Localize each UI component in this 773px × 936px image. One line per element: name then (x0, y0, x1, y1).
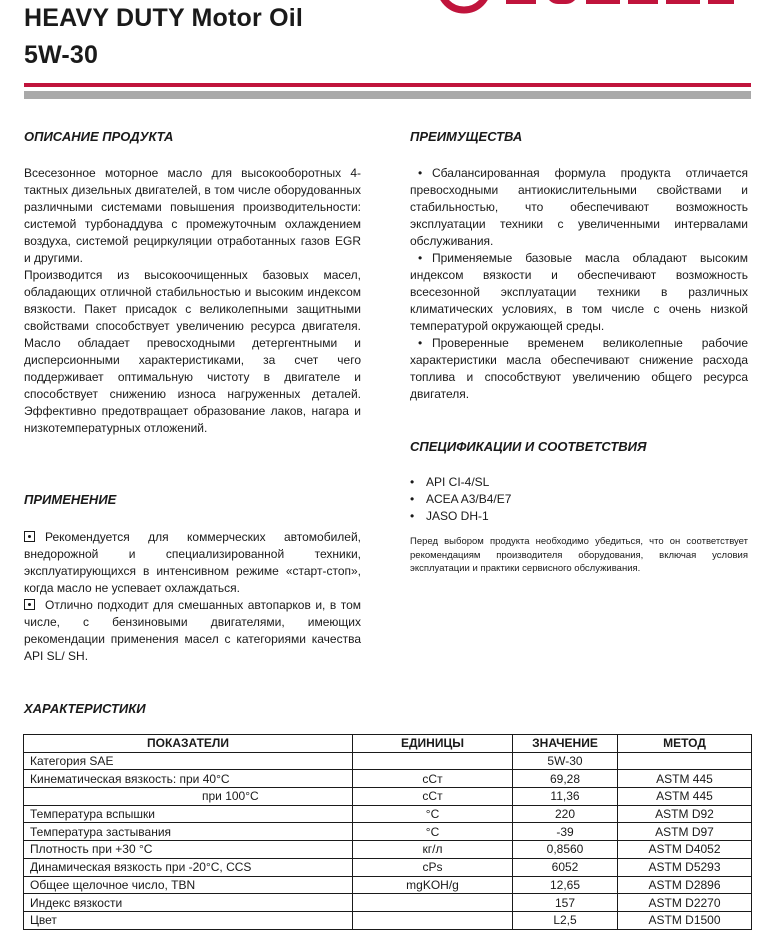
list-item: • JASO DH-1 (410, 508, 748, 525)
table-header-row (24, 735, 752, 753)
table-row: Плотность при +30 °С кг/л 0,8560 ASTM D4052 (24, 841, 752, 859)
table-row: Цвет L2,5 ASTM D1500 (24, 911, 752, 929)
bullet-icon: • (418, 166, 423, 180)
description-paragraph: Всесезонное моторное масло для высокооборотных 4-тактных дизельных двигателей, в том числе оборудованных различными системами повышения производительности: системой турбонаддува с промежуточным охлаждением воздуха, системой рециркуляции отработанных газов EGR и другими. (24, 166, 361, 265)
bullet-icon: • (418, 336, 423, 350)
advantages-list (410, 165, 748, 403)
table-row: Кинематическая вязкость: при 40°С сСт 69,28 ASTM 445 (24, 770, 752, 788)
specs-note: Перед выбором продукта необходимо убедиться, что он соответствует рекомендациям производителя оборудования, включая условия эксплуатации и практики сервисного обслуживания. (410, 536, 748, 574)
column-header: ПОКАЗАТЕЛИ (24, 735, 353, 753)
product-viscosity-grade: 5W-30 (24, 41, 99, 69)
characteristics-table (23, 734, 752, 930)
table-row: Динамическая вязкость при -20°С, CCS cPs 6052 ASTM D5293 (24, 858, 752, 876)
column-header: ЕДИНИЦЫ (353, 735, 513, 753)
list-item: Отлично подходит для смешанных автопарков и, в том числе, с бензиновыми двигателями, имеющих рекомендации применения масел с категориями качества API SL/ SH. (24, 598, 361, 663)
table-row: Общее щелочное число, TBN mgKOH/g 12,65 ASTM D2896 (24, 876, 752, 894)
brand-logo (428, 0, 738, 14)
table-row: Категория SAE 5W-30 (24, 752, 752, 770)
application-heading: ПРИМЕНЕНИЕ (24, 492, 117, 507)
header-red-rule (24, 83, 751, 87)
column-header: МЕТОД (618, 735, 752, 753)
specs-heading: СПЕЦИФИКАЦИИ И СООТВЕТСТВИЯ (410, 439, 647, 454)
checkbox-bullet-icon (24, 599, 35, 610)
table-row: при 100°С сСт 11,36 ASTM 445 (24, 788, 752, 806)
product-title: HEAVY DUTY Motor Oil (24, 4, 304, 32)
list-item: • Применяемые базовые масла обладают высоким индексом вязкости и обеспечивают возможность всесезонной эксплуатации техники в различных климатических условиях, в том числе с очень низкой температурой окружающей среды. (410, 251, 748, 333)
table-row: Температура застывания °С -39 ASTM D97 (24, 823, 752, 841)
checkbox-bullet-icon (24, 531, 35, 542)
advantages-heading: ПРЕИМУЩЕСТВА (410, 129, 523, 144)
list-item: • ACEA A3/B4/E7 (410, 491, 748, 508)
table-row: Температура вспышки °С 220 ASTM D92 (24, 805, 752, 823)
specs-list (410, 474, 748, 525)
table-row: Индекс вязкости 157 ASTM D2270 (24, 894, 752, 912)
list-item: • API CI-4/SL (410, 474, 748, 491)
header-gray-rule (24, 91, 751, 99)
description-heading: ОПИСАНИЕ ПРОДУКТА (24, 129, 174, 144)
bullet-icon: • (418, 251, 423, 265)
application-list (24, 529, 361, 665)
list-item: • Сбалансированная формула продукта отличается превосходными антиокислительными свойствами и стабильностью, что обеспечивают возможность эксплуатации техники с увеличенными интервалами обслуживания. (410, 166, 748, 248)
list-item: Рекомендуется для коммерческих автомобилей, внедорожной и специализированной техники, эксплуатирующихся в интенсивном режиме «старт-стоп», когда масло не успевает охлаждаться. (24, 530, 361, 595)
characteristics-heading: ХАРАКТЕРИСТИКИ (24, 701, 146, 716)
column-header: ЗНАЧЕНИЕ (513, 735, 618, 753)
list-item: • Проверенные временем великолепные рабочие характеристики масла обеспечивают снижение расхода топлива и способствуют увеличению общего ресурса двигателя. (410, 336, 748, 401)
description-paragraph: Производится из высокоочищенных базовых масел, обладающих отличной стабильностью и высоким индексом вязкости. Пакет присадок с великолепными защитными свойствами способствует увеличению ресурса двигателя. Масло обладает превосходными детергентными и дисперсионными характеристиками, за счет чего поддерживает оптимальную чистоту в двигателе и способствует снижению износа нагруженных деталей. Эффективно предотвращает образование лаков, нагара и низкотемпературных отложений. (24, 268, 361, 435)
description-block (24, 165, 361, 437)
